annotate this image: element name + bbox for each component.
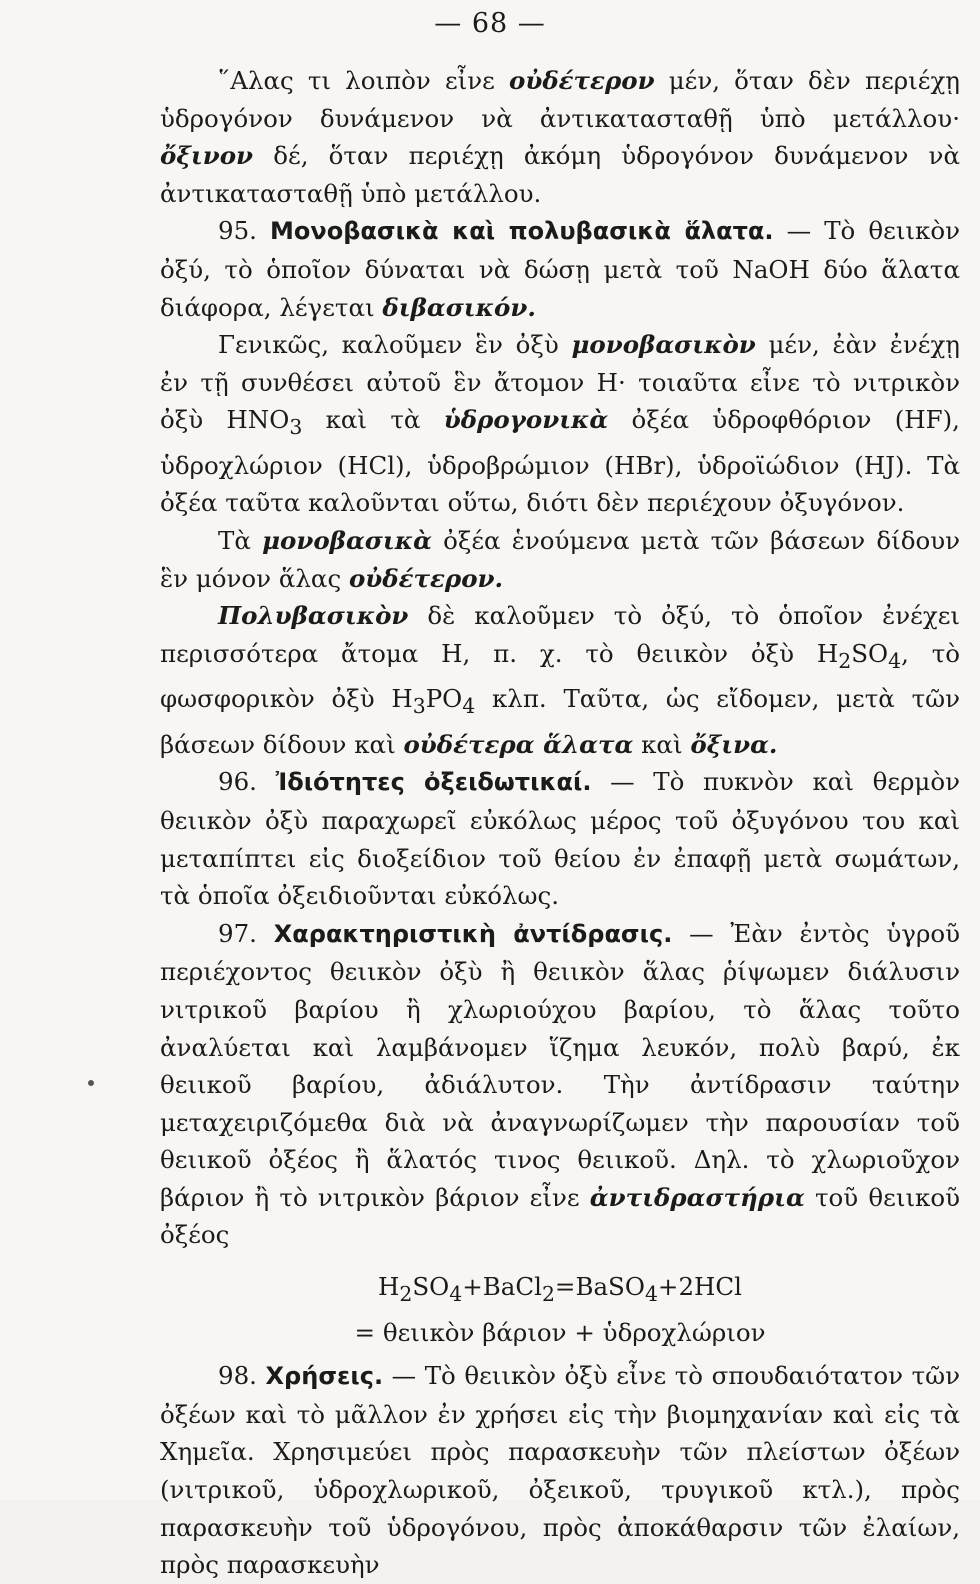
section-title: Χαρακτηριστικὴ ἀντίδρασις. <box>273 919 673 948</box>
paragraph-polybasic: Πολυβασικὸν δὲ καλοῦμεν τὸ ὀξύ, τὸ ὁποῖον ἐνέχει περισσότερα ἄτομα H, π. χ. τὸ θειικὸν ὀξὺ $H_2SO_4$, τὸ φωσφορικὸν ὀξὺ $H_3PO_4$ κλπ. Ταῦτα, ὡς εἴδομεν, μετὰ τῶν βάσεων δίδουν καὶ οὐδέτερα ἅλατα καὶ ὄξινα. <box>160 601 960 759</box>
term-polybasic: Πολυβασικὸν <box>218 601 409 631</box>
term-monobasic-plural: μονοβασικὰ <box>262 526 432 556</box>
term-monobasic: μονοβασικὸν <box>571 330 756 360</box>
section-title: Μονοβασικὰ καὶ πολυβασικὰ ἅλατα. <box>270 217 774 246</box>
section-number: 96. <box>218 767 276 797</box>
section-number: 95. <box>218 216 271 246</box>
paragraph-monobasic: Γενικῶς, καλοῦμεν ἓν ὀξὺ μονοβασικὸν μέν, ἐὰν ἐνέχῃ ἐν τῇ συνθέσει αὐτοῦ ἓν ἄτομον H· τοιαῦτα εἶνε τὸ νιτρικὸν ὀξὺ $HNO_3$ καὶ τὰ ὑδρογονικὰ ὀξέα ὑδροφθόριον (HF), ὑδροχλώριον (HCl), ὑδροβρώμιον (HBr), ὑδροϊώδιον (HJ). Τὰ ὀξέα ταῦτα καλοῦνται οὕτω, διότι δὲν περιέχουν ὀξυγόνον. <box>160 330 960 518</box>
paragraph-monobasic-salts: Τὰ μονοβασικὰ ὀξέα ἑνούμενα μετὰ τῶν βάσεων δίδουν ἓν μόνον ἅλας οὐδέτερον. <box>160 526 960 593</box>
section-title: Ἰδιότητες ὀξειδωτικαί. <box>275 768 592 797</box>
paragraph-neutral-acid-salt: ῞Αλας τι λοιπὸν εἶνε οὐδέτερον μέν, ὅταν δὲν περιέχῃ ὑδρογόνον δυνάμενον νὰ ἀντικατασταθῇ ὑπὸ μετάλλου· ὄξινον δέ, ὅταν περιέχῃ ἀκόμη ὑδρογόνον δυνάμενον νὰ ἀντικατασταθῇ ὑπὸ μετάλλου. <box>160 66 960 208</box>
section-95: 95. Μονοβασικὰ καὶ πολυβασικὰ ἅλατα. — Τὸ θειικὸν ὀξύ, τὸ ὁποῖον δύναται νὰ δώσῃ μετὰ τοῦ NaOH δύο ἅλατα διάφορα, λέγεται διβασικόν. <box>160 216 960 322</box>
print-speck <box>88 1080 94 1086</box>
chemical-equation: $H_2SO_4+BaCl_2=BaSO_4+2HCl$ <box>377 1272 742 1306</box>
section-96: 96. Ἰδιότητες ὀξειδωτικαί. — Τὸ πυκνὸν καὶ θερμὸν θειικὸν ὀξὺ παραχωρεῖ εὐκόλως μέρος τοῦ ὀξυγόνου του καὶ μεταπίπτει εἰς διοξείδιον τοῦ θείου ἐν ἐπαφῇ μετὰ σωμάτων, τὰ ὁποῖα ὀξειδιοῦνται εὐκόλως. <box>160 767 960 911</box>
term-neutral-salt: οὐδέτερον. <box>348 563 504 593</box>
term-reagents: ἀντιδραστήρια <box>589 1182 805 1212</box>
page-number: — 68 — <box>434 8 546 39</box>
equation-explanation: = θειικὸν βάριον + ὑδροχλώριον <box>354 1317 766 1347</box>
term-dibasic: διβασικόν. <box>382 292 536 322</box>
term-neutral-salts: οὐδέτερα ἅλατα <box>403 729 634 759</box>
section-98: 98. Χρήσεις. — Τὸ θειικὸν ὀξὺ εἶνε τὸ σπουδαιότατον τῶν ὀξέων καὶ τὸ μᾶλλον ἐν χρήσει εἰς τὴν βιομηχανίαν καὶ εἰς τὰ Χημεῖα. Χρησιμεύει πρὸς παρασκευὴν τῶν πλείστων ὀξέων (νιτρικοῦ, ὑδροχλωρικοῦ, ὀξεικοῦ, τρυγικοῦ κτλ.), πρὸς παρασκευὴν τοῦ ὑδρογόνου, πρὸς ἀποκάθαρσιν τῶν ἐλαίων, πρὸς παρασκευὴν <box>160 1361 960 1580</box>
term-acidic: ὄξινον <box>160 141 254 171</box>
body-text <box>160 62 960 1584</box>
section-number: 97. <box>218 918 274 948</box>
section-number: 98. <box>218 1361 266 1391</box>
term-acidic-plural: ὄξινα. <box>690 729 778 759</box>
term-neutral: οὐδέτερον <box>508 66 655 95</box>
section-97: 97. Χαρακτηριστικὴ ἀντίδρασις. — Ἐὰν ἐντὸς ὑγροῦ περιέχοντος θειικὸν ὀξὺ ἢ θειικὸν ἅλας ῥίψωμεν διάλυσιν νιτρικοῦ βαρίου ἢ χλωριούχου βαρίου, τὸ ἅλας τοῦτο ἀναλύεται καὶ λαμβάνομεν ἵζημα λευκόν, πολὺ βαρύ, ἐκ θειικοῦ βαρίου, ἀδιάλυτον. Τὴν ἀντίδρασιν ταύτην μεταχειριζόμεθα διὰ νὰ ἀναγνωρίζωμεν τὴν παρουσίαν τοῦ θειικοῦ ὀξέος ἢ ἅλατός τινος θειικοῦ. Δηλ. τὸ χλωριοῦχον βάριον ἢ τὸ νιτρικὸν βάριον εἶνε ἀντιδραστήρια τοῦ θειικοῦ ὀξέος <box>160 918 961 1250</box>
term-hydrogen-acids: ὑδρογονικὰ <box>443 405 609 435</box>
section-title: Χρήσεις. <box>265 1362 384 1391</box>
